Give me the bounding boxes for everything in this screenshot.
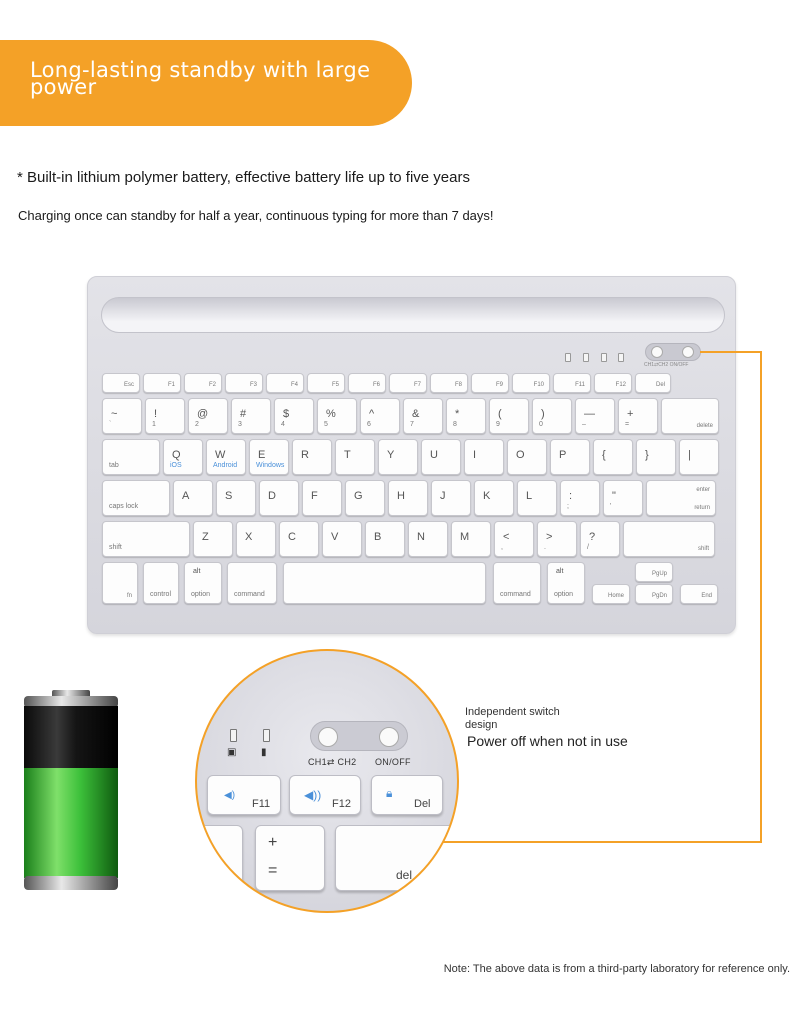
ch-label: CH1⇄ CH2 bbox=[308, 757, 357, 767]
key bbox=[274, 398, 314, 434]
key bbox=[421, 439, 461, 475]
key-label: F3 bbox=[249, 382, 257, 388]
key bbox=[553, 373, 591, 393]
key bbox=[512, 373, 550, 393]
key-sub-label: 6 bbox=[367, 421, 371, 428]
key-label: PgUp bbox=[651, 571, 667, 577]
key bbox=[225, 373, 263, 393]
key bbox=[365, 521, 405, 557]
key bbox=[489, 398, 529, 434]
key-label: # bbox=[240, 408, 247, 420]
key-label: Y bbox=[387, 449, 395, 461]
key bbox=[302, 480, 342, 516]
key-label: F11 bbox=[575, 382, 585, 388]
key-f12 bbox=[289, 775, 361, 815]
key-label: " bbox=[612, 490, 616, 502]
key bbox=[474, 480, 514, 516]
key-label: + bbox=[627, 408, 634, 420]
key-sub-label: – bbox=[582, 421, 586, 428]
key bbox=[593, 439, 633, 475]
key-label: K bbox=[483, 490, 491, 502]
key bbox=[618, 398, 658, 434]
key-label: F7 bbox=[413, 382, 421, 388]
key bbox=[102, 439, 160, 475]
key bbox=[236, 521, 276, 557]
key bbox=[550, 439, 590, 475]
key bbox=[446, 398, 486, 434]
key-label: Home bbox=[607, 593, 624, 599]
key-label: ~ bbox=[111, 408, 118, 420]
key-label: H bbox=[397, 490, 405, 502]
onoff-label: ON/OFF bbox=[375, 757, 411, 767]
battery-icon bbox=[22, 690, 120, 894]
key-label: L bbox=[526, 490, 533, 502]
key bbox=[471, 373, 509, 393]
key bbox=[389, 373, 427, 393]
key bbox=[378, 439, 418, 475]
key-sub-label: 8 bbox=[453, 421, 457, 428]
key-label: Z bbox=[202, 531, 209, 543]
keyboard-image bbox=[87, 276, 736, 634]
key-label: command bbox=[500, 591, 531, 598]
key bbox=[646, 480, 716, 516]
led-indicator bbox=[263, 729, 270, 742]
key bbox=[279, 521, 319, 557]
led-indicator bbox=[565, 353, 571, 362]
volume-down-icon: ◀) bbox=[224, 790, 236, 801]
key-label: — bbox=[584, 408, 595, 420]
key-sub-label: 5 bbox=[324, 421, 328, 428]
led-indicator bbox=[230, 729, 237, 742]
volume-up-icon: ◀)) bbox=[304, 788, 322, 802]
key bbox=[163, 439, 203, 475]
key bbox=[102, 521, 190, 557]
key bbox=[575, 398, 615, 434]
key bbox=[594, 373, 632, 393]
key bbox=[635, 373, 671, 393]
key-label: PgDn bbox=[651, 593, 667, 599]
key bbox=[102, 398, 142, 434]
key-label: % bbox=[326, 408, 336, 420]
key bbox=[143, 373, 181, 393]
key-sub-label: 9 bbox=[496, 421, 500, 428]
key-label: < bbox=[503, 531, 510, 543]
key-label: B bbox=[374, 531, 382, 543]
key-label: { bbox=[602, 449, 606, 461]
key-label: | bbox=[688, 449, 691, 461]
key bbox=[216, 480, 256, 516]
key bbox=[266, 373, 304, 393]
key-label: End bbox=[701, 593, 712, 599]
key-label: F10 bbox=[533, 382, 544, 388]
key bbox=[102, 373, 140, 393]
key bbox=[227, 562, 277, 604]
key-sub-label: = bbox=[625, 421, 630, 428]
key bbox=[360, 398, 400, 434]
key-label: ! bbox=[154, 408, 158, 420]
caps-lock-icon: ▣ bbox=[227, 747, 237, 758]
ch-switch-knob bbox=[651, 346, 663, 358]
status-leds bbox=[563, 345, 623, 365]
header-banner bbox=[0, 40, 412, 126]
key bbox=[348, 373, 386, 393]
key bbox=[517, 480, 557, 516]
key bbox=[102, 480, 170, 516]
ch-switch-knob bbox=[318, 727, 338, 747]
led-indicator bbox=[583, 353, 589, 362]
key-label: delete bbox=[696, 423, 713, 429]
key-label: F9 bbox=[495, 382, 503, 388]
power-switch-knob bbox=[682, 346, 694, 358]
key-delete-label: del bbox=[396, 868, 413, 882]
key bbox=[188, 398, 228, 434]
key bbox=[143, 562, 179, 604]
magnified-switch-view bbox=[195, 649, 459, 913]
key-label: } bbox=[645, 449, 649, 461]
key bbox=[560, 480, 600, 516]
key-sub-label: 2 bbox=[195, 421, 199, 428]
key-sub-label: 0 bbox=[539, 421, 543, 428]
mini-switch-labels: CH1⇄CH2 ON/OFF bbox=[644, 362, 689, 368]
key-label: ? bbox=[589, 531, 596, 543]
key-label: F12 bbox=[615, 382, 626, 388]
key-label: option bbox=[191, 591, 211, 598]
key-label: P bbox=[559, 449, 567, 461]
feature-subline: Charging once can standby for half a year, continuous typing for more than 7 days! bbox=[18, 208, 494, 223]
key-label: caps lock bbox=[109, 503, 139, 510]
key-label: Esc bbox=[123, 382, 134, 388]
key-label: J bbox=[440, 490, 446, 502]
key-sub-label: . bbox=[544, 544, 546, 551]
key-label: E bbox=[258, 449, 266, 461]
key bbox=[249, 439, 289, 475]
key-f11 bbox=[207, 775, 281, 815]
key bbox=[636, 439, 676, 475]
onoff-switch-knob bbox=[379, 727, 399, 747]
key-label: control bbox=[150, 591, 172, 598]
key-sub-label: 4 bbox=[281, 421, 285, 428]
key-sub-label: 7 bbox=[410, 421, 414, 428]
callout-line bbox=[700, 351, 762, 353]
key bbox=[102, 562, 138, 604]
key bbox=[283, 562, 486, 604]
key bbox=[680, 584, 718, 604]
key-equals-label: = bbox=[268, 862, 278, 879]
key-sub-label: ` bbox=[109, 421, 112, 428]
banner-title: Long-lasting standby with large power bbox=[30, 58, 371, 99]
key-delete bbox=[335, 825, 459, 891]
key-label: G bbox=[354, 490, 363, 502]
os-shortcut-label: iOS bbox=[170, 462, 182, 469]
key bbox=[408, 521, 448, 557]
key-label: N bbox=[417, 531, 425, 543]
key bbox=[547, 562, 585, 604]
key-f11-label: F11 bbox=[252, 798, 271, 810]
key bbox=[307, 373, 345, 393]
key-equals bbox=[255, 825, 325, 891]
key-label: shift bbox=[109, 544, 122, 551]
key-label: U bbox=[430, 449, 438, 461]
key bbox=[173, 480, 213, 516]
key-label: : bbox=[569, 490, 573, 502]
os-shortcut-label: Android bbox=[213, 462, 238, 469]
key-f12-label: F12 bbox=[332, 798, 351, 810]
os-shortcut-label: Windows bbox=[256, 462, 285, 469]
key-label: > bbox=[546, 531, 553, 543]
key-sub-label: , bbox=[501, 544, 503, 551]
lock-icon: 🔒︎ bbox=[386, 786, 393, 800]
key bbox=[451, 521, 491, 557]
callout-line bbox=[760, 351, 762, 843]
key-label: S bbox=[225, 490, 233, 502]
key-del-label: Del bbox=[414, 798, 431, 810]
key bbox=[322, 521, 362, 557]
key bbox=[345, 480, 385, 516]
key-label: $ bbox=[283, 408, 290, 420]
key-label: enter bbox=[696, 487, 710, 493]
key-del bbox=[371, 775, 443, 815]
key bbox=[661, 398, 719, 434]
key-partial bbox=[195, 825, 243, 891]
key bbox=[592, 584, 630, 604]
key-label: F4 bbox=[290, 382, 298, 388]
key-label: T bbox=[344, 449, 351, 461]
key-label: option bbox=[554, 591, 574, 598]
key bbox=[145, 398, 185, 434]
key-sub-label: return bbox=[694, 505, 710, 511]
led-indicator bbox=[601, 353, 607, 362]
key-label: shift bbox=[697, 546, 709, 552]
key-sub-label: 3 bbox=[238, 421, 242, 428]
key-label: M bbox=[460, 531, 470, 543]
key bbox=[537, 521, 577, 557]
key-label: A bbox=[182, 490, 190, 502]
battery-status-icon: ▮ bbox=[261, 747, 267, 758]
key bbox=[206, 439, 246, 475]
key-plus-label: + bbox=[268, 834, 278, 851]
key bbox=[431, 480, 471, 516]
key-label: fn bbox=[126, 593, 132, 599]
key bbox=[403, 398, 443, 434]
key bbox=[464, 439, 504, 475]
device-tray bbox=[101, 297, 725, 333]
key-label: O bbox=[516, 449, 525, 461]
switch-note: Independent switch design bbox=[465, 706, 560, 731]
key-label: F8 bbox=[454, 382, 462, 388]
key bbox=[430, 373, 468, 393]
key-label: Del bbox=[655, 382, 665, 388]
key-label: W bbox=[215, 449, 226, 461]
key bbox=[532, 398, 572, 434]
key bbox=[231, 398, 271, 434]
power-note: Power off when not in use bbox=[467, 733, 628, 749]
key-label: F bbox=[311, 490, 318, 502]
key-label: F5 bbox=[331, 382, 339, 388]
key bbox=[603, 480, 643, 516]
key-label: F2 bbox=[208, 382, 216, 388]
key bbox=[623, 521, 715, 557]
key-label: Q bbox=[172, 449, 181, 461]
key-grid bbox=[102, 373, 722, 613]
key-label: X bbox=[245, 531, 253, 543]
key-label: ^ bbox=[369, 408, 375, 420]
key bbox=[493, 562, 541, 604]
key-label: & bbox=[412, 408, 420, 420]
key-label: V bbox=[331, 531, 339, 543]
key-label: F6 bbox=[372, 382, 380, 388]
feature-bullet: * Built-in lithium polymer battery, effective battery life up to five years bbox=[17, 169, 470, 186]
led-indicator bbox=[618, 353, 624, 362]
callout-line bbox=[438, 841, 762, 843]
key bbox=[635, 584, 673, 604]
key-sub-label: ; bbox=[567, 503, 569, 510]
key-label: C bbox=[288, 531, 296, 543]
key bbox=[184, 373, 222, 393]
key bbox=[259, 480, 299, 516]
key bbox=[317, 398, 357, 434]
power-switch bbox=[310, 721, 408, 751]
key-label: I bbox=[473, 449, 477, 461]
key-label: tab bbox=[109, 462, 119, 469]
key-label: @ bbox=[197, 408, 209, 420]
key-upper-label: alt bbox=[193, 568, 201, 575]
key bbox=[335, 439, 375, 475]
key bbox=[679, 439, 719, 475]
key bbox=[193, 521, 233, 557]
key-sub-label: ' bbox=[610, 503, 612, 510]
key-label: ( bbox=[498, 408, 502, 420]
key bbox=[494, 521, 534, 557]
key-sub-label: / bbox=[587, 544, 589, 551]
key bbox=[507, 439, 547, 475]
key-label: D bbox=[268, 490, 276, 502]
key bbox=[635, 562, 673, 582]
key-label: R bbox=[301, 449, 309, 461]
footer-note: Note: The above data is from a third-party laboratory for reference only. bbox=[443, 963, 790, 975]
mini-switch-panel bbox=[645, 343, 701, 361]
key-label: * bbox=[455, 408, 460, 420]
key-sub-label: 1 bbox=[152, 421, 156, 428]
key-label: F1 bbox=[167, 382, 175, 388]
key bbox=[184, 562, 222, 604]
key-upper-label: alt bbox=[556, 568, 564, 575]
key-label: ) bbox=[541, 408, 545, 420]
key bbox=[292, 439, 332, 475]
key bbox=[580, 521, 620, 557]
key-label: command bbox=[234, 591, 265, 598]
key bbox=[388, 480, 428, 516]
